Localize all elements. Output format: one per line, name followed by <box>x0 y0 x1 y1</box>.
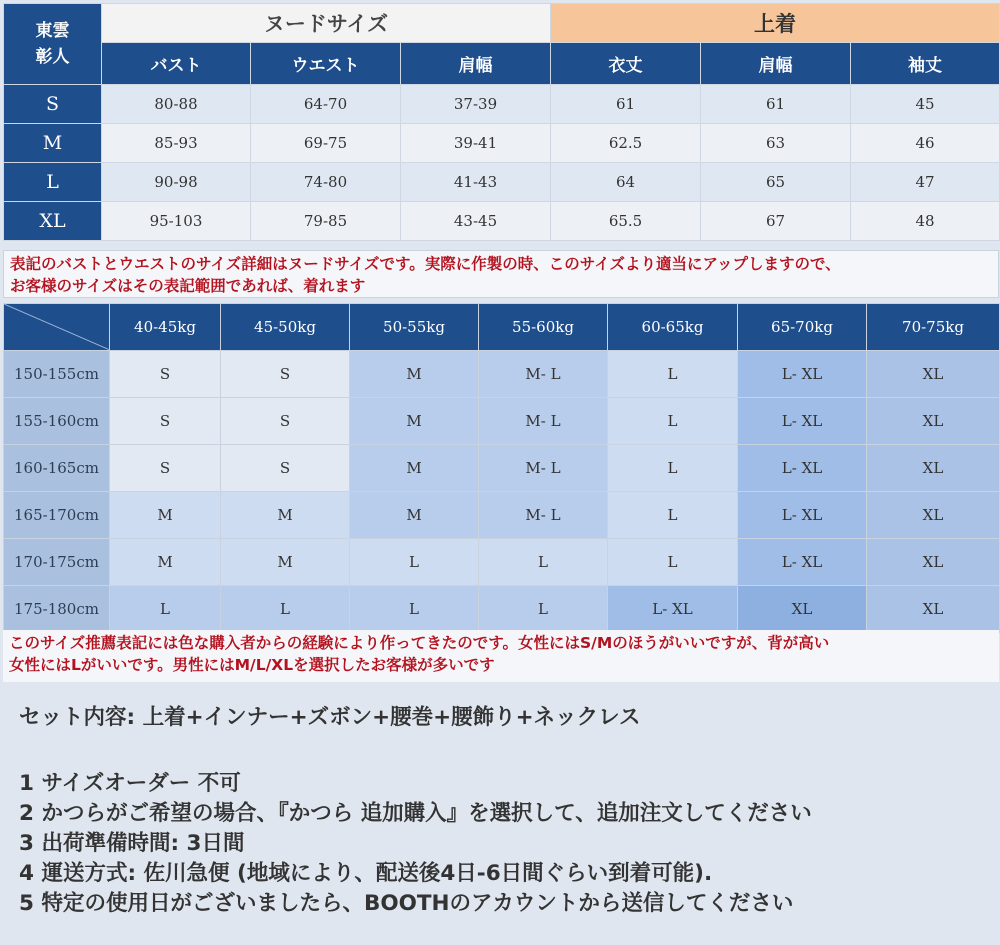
size-cell: L <box>608 492 738 539</box>
table-cell: 46 <box>851 124 1000 163</box>
info-item: 2 かつらがご希望の場合、『かつら 追加購入』を選択して、追加注文してください <box>19 801 812 826</box>
size-cell: XL <box>867 492 1000 539</box>
size-cell: L <box>479 586 608 633</box>
character-name <box>4 4 102 85</box>
note-line: お客様のサイズはその表記範囲であれば、着れます <box>10 277 366 295</box>
table-cell: 67 <box>701 202 851 241</box>
recommendation-note <box>3 630 999 682</box>
weight-header: 70-75kg <box>867 304 1000 351</box>
table-row <box>4 202 1000 241</box>
height-label: 175-180cm <box>4 586 110 633</box>
diagonal-line-icon <box>4 304 110 350</box>
info-item: 4 運送方式: 佐川急便 (地域により、配送後4日-6日間ぐらい到着可能). <box>19 861 713 886</box>
table-cell: 65 <box>701 163 851 202</box>
size-cell: XL <box>867 539 1000 586</box>
size-cell: S <box>110 351 221 398</box>
table-cell: 48 <box>851 202 1000 241</box>
size-recommendation-table <box>3 303 1000 633</box>
weight-header: 45-50kg <box>221 304 350 351</box>
size-cell: L- XL <box>738 351 867 398</box>
table-cell: 95-103 <box>102 202 251 241</box>
table-cell: 61 <box>701 85 851 124</box>
size-label: S <box>4 85 102 124</box>
character-name-line1: 東雲 <box>35 21 70 41</box>
table-row <box>4 163 1000 202</box>
table-cell: 79-85 <box>251 202 401 241</box>
character-name-line2: 彰人 <box>35 47 70 67</box>
size-cell: XL <box>867 398 1000 445</box>
header-shoulder-top: 肩幅 <box>701 43 851 85</box>
size-cell: M <box>221 492 350 539</box>
table-cell: 37-39 <box>401 85 551 124</box>
size-cell: S <box>221 398 350 445</box>
size-cell: L <box>350 586 479 633</box>
table-row <box>4 539 1000 586</box>
table-row <box>4 586 1000 633</box>
nude-size-table <box>3 3 1000 241</box>
table-row <box>4 445 1000 492</box>
table-cell: 69-75 <box>251 124 401 163</box>
height-label: 150-155cm <box>4 351 110 398</box>
size-cell: M <box>350 398 479 445</box>
info-item: 3 出荷準備時間: 3日間 <box>19 831 245 856</box>
size-cell: M- L <box>479 445 608 492</box>
height-label: 160-165cm <box>4 445 110 492</box>
table-cell: 63 <box>701 124 851 163</box>
header-sleeve: 袖丈 <box>851 43 1000 85</box>
weight-header: 60-65kg <box>608 304 738 351</box>
table-cell: 74-80 <box>251 163 401 202</box>
table-cell: 61 <box>551 85 701 124</box>
weight-header: 50-55kg <box>350 304 479 351</box>
weight-header: 65-70kg <box>738 304 867 351</box>
size-cell: L- XL <box>608 586 738 633</box>
table-row <box>4 492 1000 539</box>
size-cell: L- XL <box>738 539 867 586</box>
note-line: このサイズ推薦表記には色な購入者からの経験により作ってきたのです。女性にはS/Mのほうがいいですが、背が高い <box>9 634 830 652</box>
size-cell: L <box>110 586 221 633</box>
header-bust: バスト <box>102 43 251 85</box>
note-line: 表記のバストとウエストのサイズ詳細はヌードサイズです。実際に作製の時、このサイズより適当にアップしますので、 <box>10 255 841 273</box>
size-cell: M <box>350 351 479 398</box>
size-label: L <box>4 163 102 202</box>
size-cell: M <box>221 539 350 586</box>
size-cell: L <box>221 586 350 633</box>
header-shoulder-nude: 肩幅 <box>401 43 551 85</box>
size-cell: L- XL <box>738 445 867 492</box>
table-cell: 90-98 <box>102 163 251 202</box>
size-cell: L <box>479 539 608 586</box>
table-cell: 80-88 <box>102 85 251 124</box>
size-cell: XL <box>867 445 1000 492</box>
table-cell: 41-43 <box>401 163 551 202</box>
table-row <box>4 124 1000 163</box>
size-cell: M <box>110 492 221 539</box>
size-cell: S <box>221 351 350 398</box>
table-cell: 45 <box>851 85 1000 124</box>
table-cell: 47 <box>851 163 1000 202</box>
info-item: 1 サイズオーダー 不可 <box>19 771 241 796</box>
table-cell: 62.5 <box>551 124 701 163</box>
table-cell: 39-41 <box>401 124 551 163</box>
nude-size-note <box>3 250 999 298</box>
table-cell: 65.5 <box>551 202 701 241</box>
table-cell: 64 <box>551 163 701 202</box>
size-cell: M <box>350 492 479 539</box>
header-length: 衣丈 <box>551 43 701 85</box>
size-cell: L <box>608 445 738 492</box>
size-cell: XL <box>867 586 1000 633</box>
size-cell: L <box>608 398 738 445</box>
height-label: 155-160cm <box>4 398 110 445</box>
size-cell: S <box>110 398 221 445</box>
size-cell: XL <box>867 351 1000 398</box>
set-contents: セット内容: 上着+インナー+ズボン+腰巻+腰飾り+ネックレス <box>19 705 641 730</box>
product-info <box>19 703 994 919</box>
size-cell: M- L <box>479 351 608 398</box>
table-cell: 64-70 <box>251 85 401 124</box>
size-cell: M <box>110 539 221 586</box>
diagonal-corner <box>4 304 110 351</box>
header-waist: ウエスト <box>251 43 401 85</box>
size-cell: S <box>110 445 221 492</box>
size-cell: XL <box>738 586 867 633</box>
size-cell: L <box>608 351 738 398</box>
weight-header: 40-45kg <box>110 304 221 351</box>
table-row <box>4 398 1000 445</box>
size-label: M <box>4 124 102 163</box>
size-cell: M <box>350 445 479 492</box>
size-cell: L <box>608 539 738 586</box>
size-cell: L- XL <box>738 398 867 445</box>
table-row <box>4 85 1000 124</box>
top-garment-group-header: 上着 <box>551 4 1000 43</box>
table-cell: 85-93 <box>102 124 251 163</box>
height-label: 165-170cm <box>4 492 110 539</box>
weight-header: 55-60kg <box>479 304 608 351</box>
info-item: 5 特定の使用日がございましたら、BOOTHのアカウントから送信してください <box>19 891 794 916</box>
size-cell: M- L <box>479 398 608 445</box>
size-cell: S <box>221 445 350 492</box>
size-cell: L- XL <box>738 492 867 539</box>
size-cell: M- L <box>479 492 608 539</box>
size-cell: L <box>350 539 479 586</box>
table-row <box>4 351 1000 398</box>
nude-size-group-header: ヌードサイズ <box>102 4 551 43</box>
table-cell: 43-45 <box>401 202 551 241</box>
height-label: 170-175cm <box>4 539 110 586</box>
size-label: XL <box>4 202 102 241</box>
note-line: 女性にはLがいいです。男性にはM/L/XLを選択したお客様が多いです <box>9 656 495 674</box>
